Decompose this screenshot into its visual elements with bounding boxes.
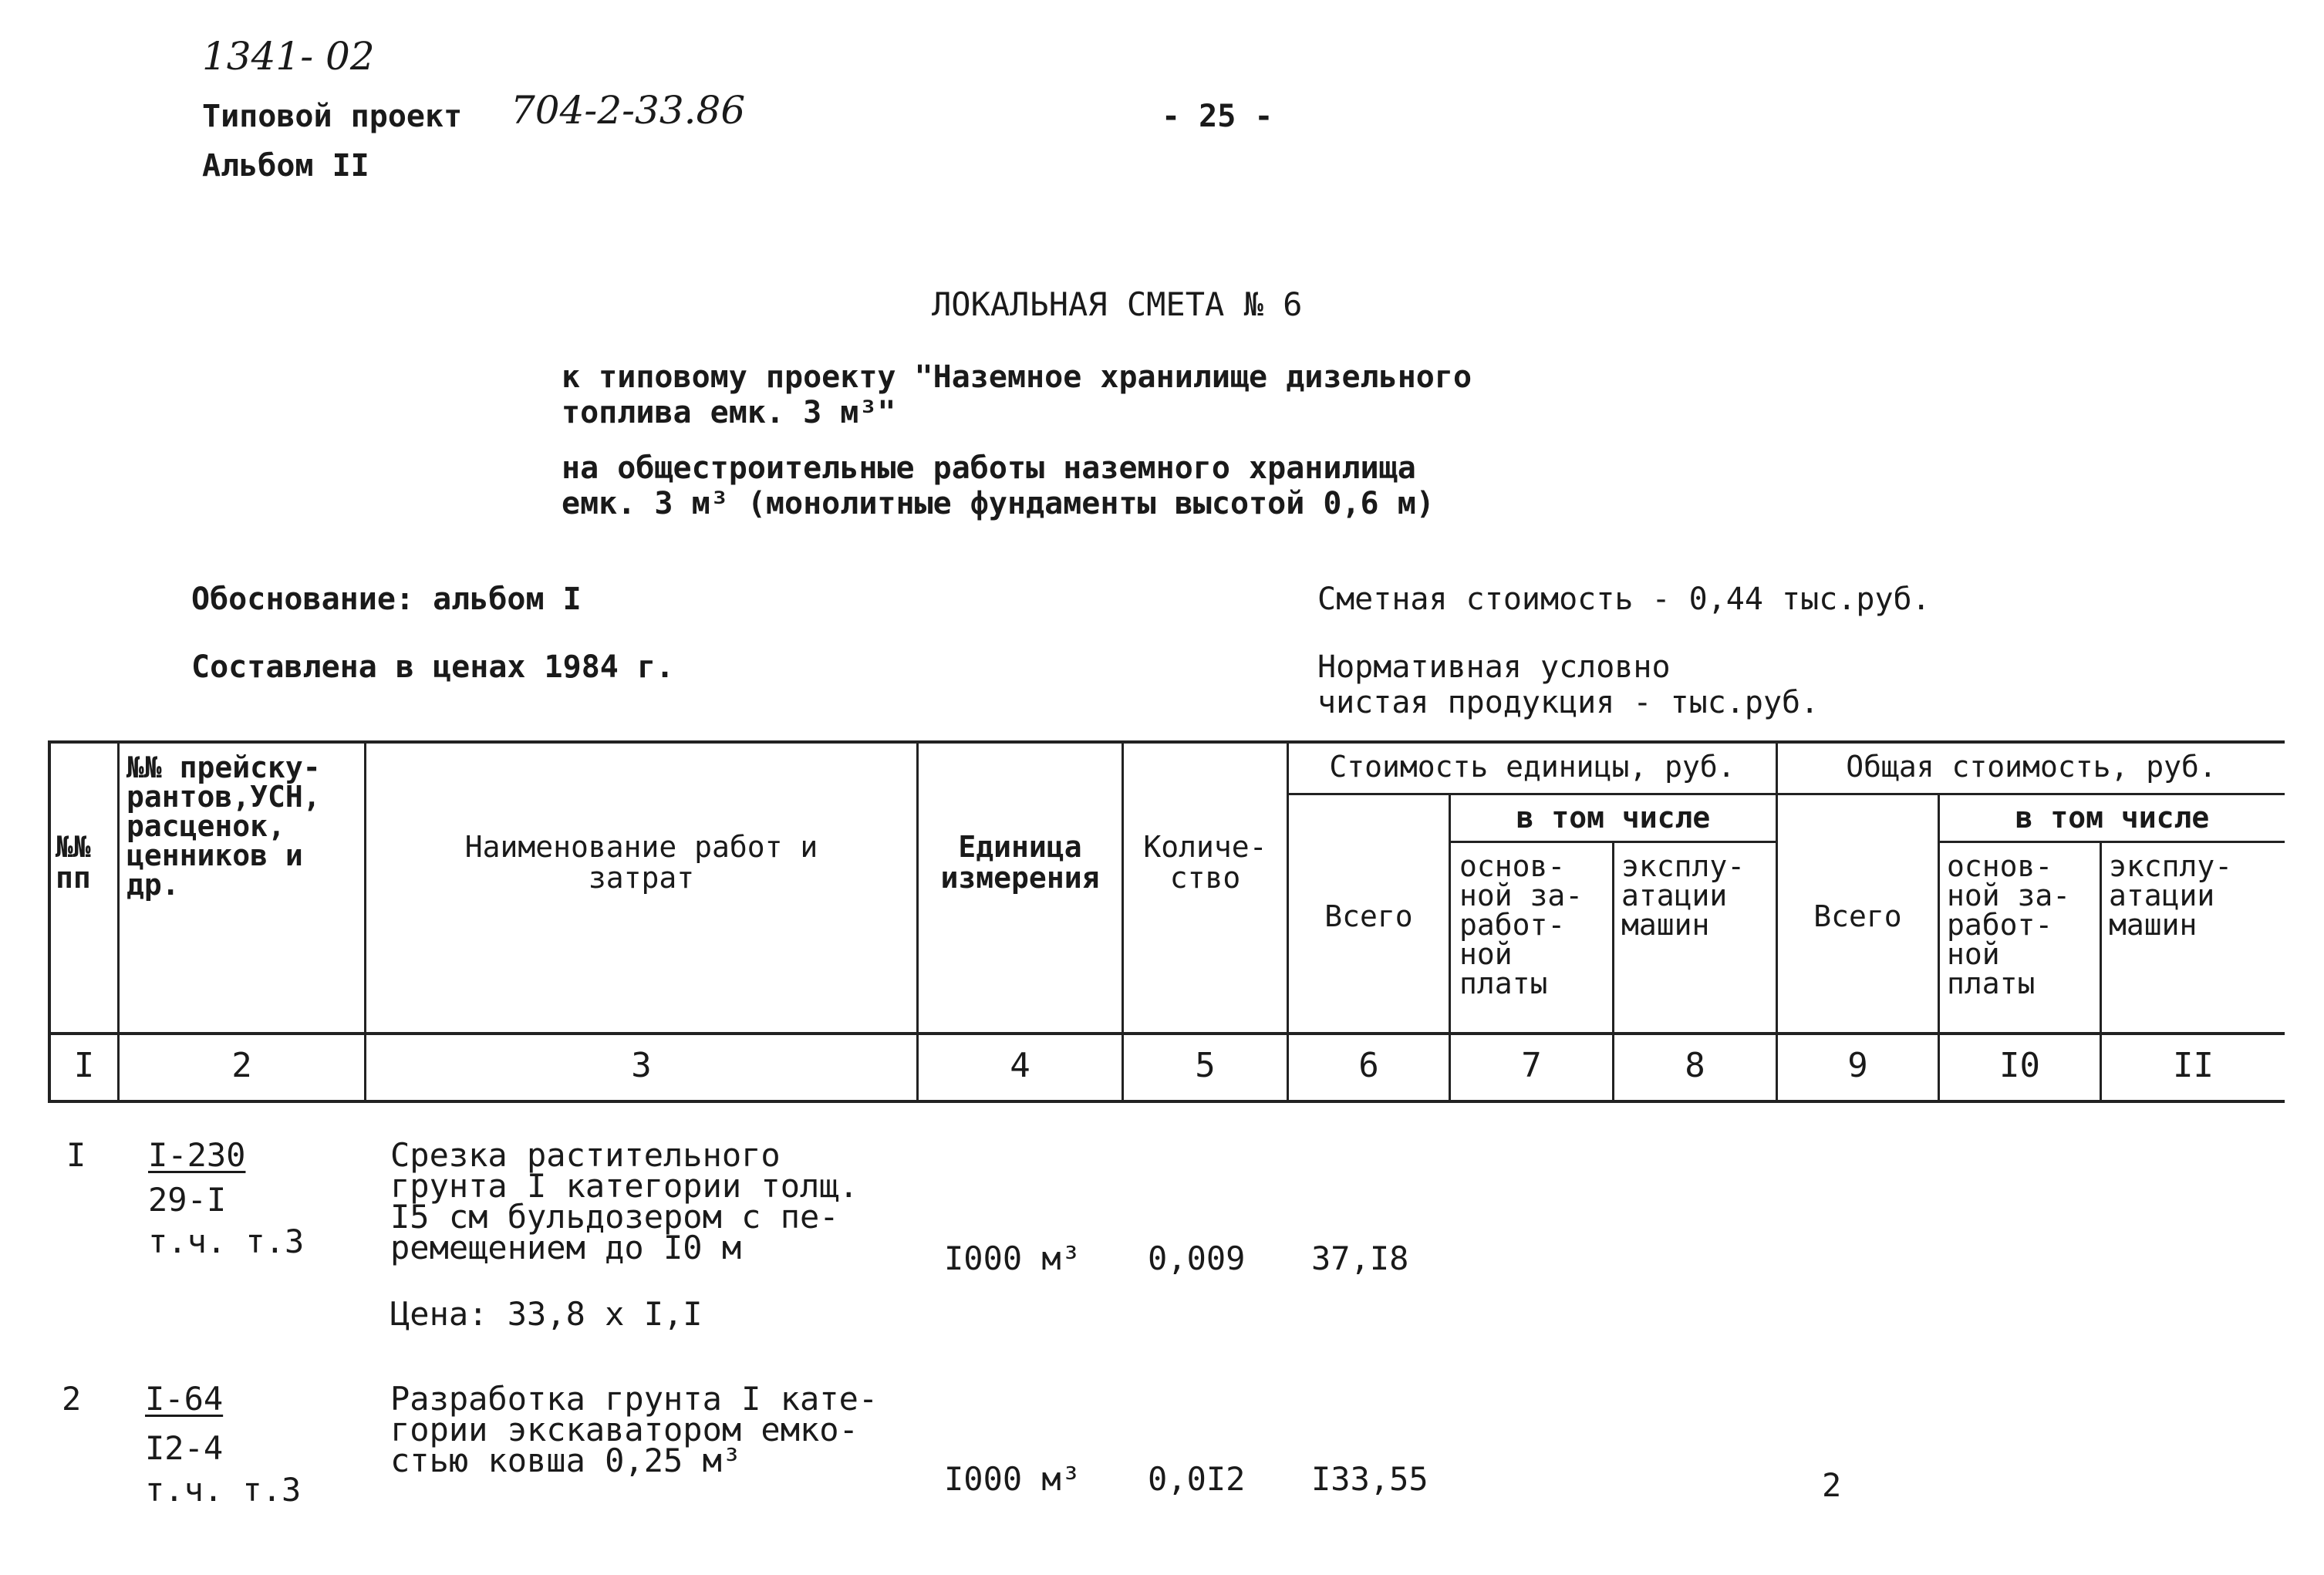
header-col-codes: №№ прейску- рантов,УСН, расценок, ценников и др. — [126, 750, 321, 902]
project-number: 704-2-33.86 — [511, 88, 746, 133]
header-unit-cost-group: Стоимость единицы, руб. — [1329, 750, 1735, 784]
header-total-base-wage: основ- ной за- работ- ной платы — [1947, 849, 2071, 1000]
scope: на общестроительные работы наземного хранилища емк. 3 м³ (монолитные фундаменты высотой 0,6 м) — [562, 450, 1435, 521]
col-number-2: 2 — [231, 1046, 252, 1085]
row-work-name: Разработка грунта I кате- гории экскаватором емко- стью ковша 0,25 м³ — [390, 1380, 879, 1479]
project-label: Типовой проект — [202, 99, 463, 134]
header-total-including: в том числе — [2015, 801, 2210, 835]
col-number-5: 5 — [1195, 1046, 1216, 1085]
row-quantity: 0,009 — [1148, 1239, 1246, 1277]
row-code-mid: I2-4 — [145, 1429, 224, 1467]
row-unit-total: I33,55 — [1311, 1460, 1428, 1498]
row-code-top: I-230 — [148, 1136, 246, 1174]
page-number: - 25 - — [1162, 99, 1273, 134]
col-number-6: 6 — [1358, 1046, 1379, 1085]
normative-product: Нормативная условно чистая продукция - тыс.руб. — [1317, 649, 1820, 720]
col-number-4: 4 — [1010, 1046, 1030, 1085]
header-total-cost-group: Общая стоимость, руб. — [1846, 750, 2217, 784]
header-total-machine-op: эксплу- атации машин — [2109, 849, 2233, 942]
col-number-3: 3 — [631, 1046, 652, 1085]
estimated-cost: Сметная стоимость - 0,44 тыс.руб. — [1317, 582, 1931, 617]
row-unit: I000 м³ — [944, 1460, 1081, 1498]
row-unit-total: 37,I8 — [1311, 1239, 1409, 1277]
row-total: 2 — [1822, 1466, 1842, 1504]
header-unit-machine-op: эксплу- атации машин — [1621, 849, 1746, 942]
col-number-1: I — [73, 1046, 95, 1085]
header-unit-total: Всего — [1324, 899, 1413, 933]
row-price-note: Цена: 33,8 x I,I — [390, 1295, 703, 1333]
estimate-table-header — [48, 740, 2285, 1103]
col-number-8: 8 — [1685, 1046, 1705, 1085]
subtitle: к типовому проекту "Наземное хранилище дизельного топлива емк. 3 м³" — [562, 359, 1472, 430]
prices-year: Составлена в ценах 1984 г. — [191, 649, 675, 685]
row-code-bottom: т.ч. т.3 — [148, 1223, 305, 1260]
row-code-top: I-64 — [145, 1380, 224, 1418]
row-code-mid: 29-I — [148, 1181, 227, 1219]
header-col-work-name: Наименование работ и затрат — [464, 830, 818, 895]
handwritten-code: 1341- 02 — [202, 34, 375, 79]
header-total-total: Всего — [1813, 899, 1902, 933]
col-number-11: II — [2173, 1046, 2214, 1085]
album-label: Альбом II — [202, 148, 369, 184]
row-number: I — [66, 1136, 86, 1174]
row-number: 2 — [62, 1380, 82, 1418]
header-col-quantity: Количе- ство — [1143, 830, 1267, 895]
header-unit-base-wage: основ- ной за- работ- ной платы — [1459, 849, 1584, 1000]
col-number-7: 7 — [1521, 1046, 1542, 1085]
row-unit: I000 м³ — [944, 1239, 1081, 1277]
row-code-bottom: т.ч. т.3 — [145, 1471, 302, 1509]
header-col-num: №№ пп — [56, 830, 91, 895]
row-quantity: 0,0I2 — [1148, 1460, 1246, 1498]
basis: Обоснование: альбом I — [191, 582, 582, 617]
header-col-unit: Единица измерения — [940, 830, 1100, 895]
col-number-10: I0 — [1999, 1046, 2040, 1085]
document-title: ЛОКАЛЬНАЯ СМЕТА № 6 — [932, 285, 1303, 323]
header-unit-including: в том числе — [1516, 801, 1711, 835]
row-work-name: Срезка растительного грунта I категории толщ. I5 см бульдозером с пе- ремещением до I0 м — [390, 1136, 858, 1266]
col-number-9: 9 — [1847, 1046, 1868, 1085]
